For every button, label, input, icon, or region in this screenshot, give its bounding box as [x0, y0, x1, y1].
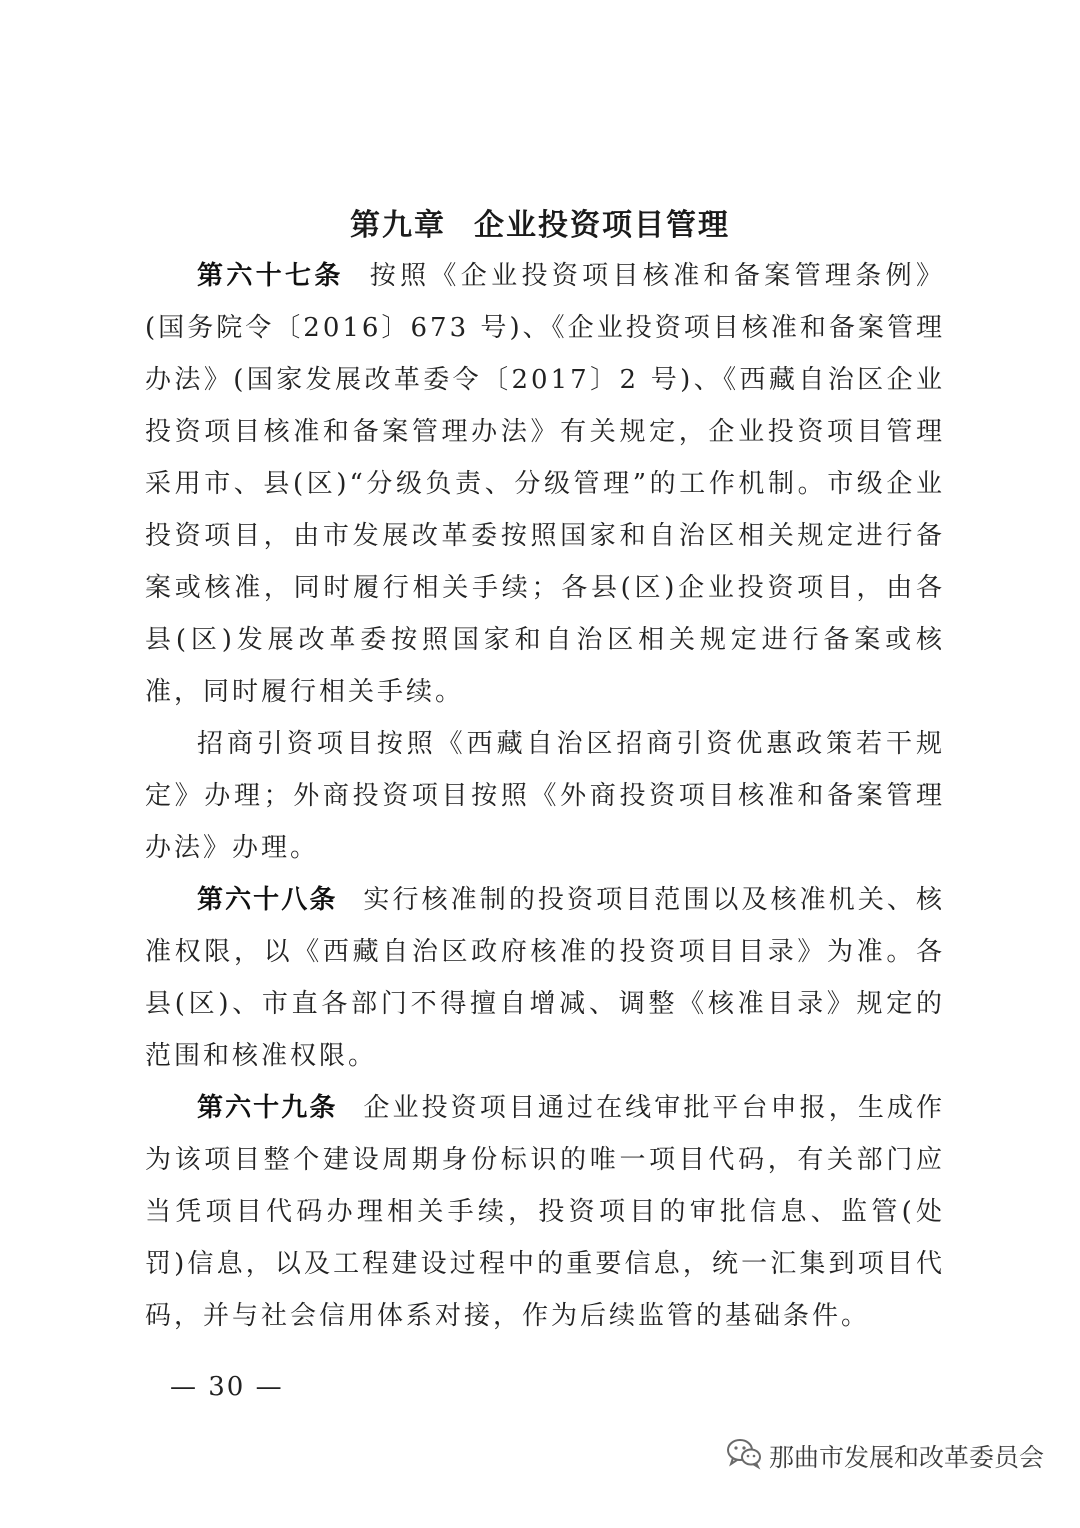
watermark-text: 那曲市发展和改革委员会 — [768, 1443, 1044, 1472]
article-label: 第六十九条 — [197, 1093, 338, 1123]
chapter-title: 企业投资项目管理 — [474, 208, 730, 243]
page-number: — 30 — — [170, 1372, 284, 1402]
paragraph-text: 招商引资项目按照《西藏自治区招商引资优惠政策若干规定》办理；外商投资项目按照《外商投资项目核准和备案管理办法》办理。 — [145, 729, 945, 863]
article-text: 按照《企业投资项目核准和备案管理条例》(国务院令〔2016〕673 号)、《企业投资项目核准和备案管理办法》(国家发展改革委令〔2017〕2 号)、《西藏自治区企业投资项目核准和备案管理办法》有关规定，企业投资项目管理采用市、县(区)“分级负责、分级管理”的工作机制。市级企业投资项目，由市发展改革委按照国家和自治区相关规定进行备案或核准，同时履行相关手续；各县(区)企业投资项目，由各县(区)发展改革委按照国家和自治区相关规定进行备案或核准，同时履行相关手续。 — [145, 261, 945, 707]
article-label: 第六十八条 — [197, 885, 338, 915]
watermark — [725, 1436, 1044, 1476]
paragraph-investment-attraction — [145, 718, 945, 874]
wechat-icon — [725, 1436, 763, 1476]
document-body — [145, 250, 945, 1342]
article-text: 实行核准制的投资项目范围以及核准机关、核准权限，以《西藏自治区政府核准的投资项目目录》为准。各县(区)、市直各部门不得擅自增减、调整《核准目录》规定的范围和核准权限。 — [145, 885, 945, 1071]
article-label: 第六十七条 — [197, 261, 344, 291]
chapter-heading — [0, 200, 1080, 244]
article-69 — [145, 1082, 945, 1342]
article-text: 企业投资项目通过在线审批平台申报，生成作为该项目整个建设周期身份标识的唯一项目代码，有关部门应当凭项目代码办理相关手续，投资项目的审批信息、监管(处罚)信息，以及工程建设过程中的重要信息，统一汇集到项目代码，并与社会信用体系对接，作为后续监管的基础条件。 — [145, 1093, 945, 1331]
chapter-number: 第九章 — [350, 208, 446, 243]
article-68 — [145, 874, 945, 1082]
article-67 — [145, 250, 945, 718]
